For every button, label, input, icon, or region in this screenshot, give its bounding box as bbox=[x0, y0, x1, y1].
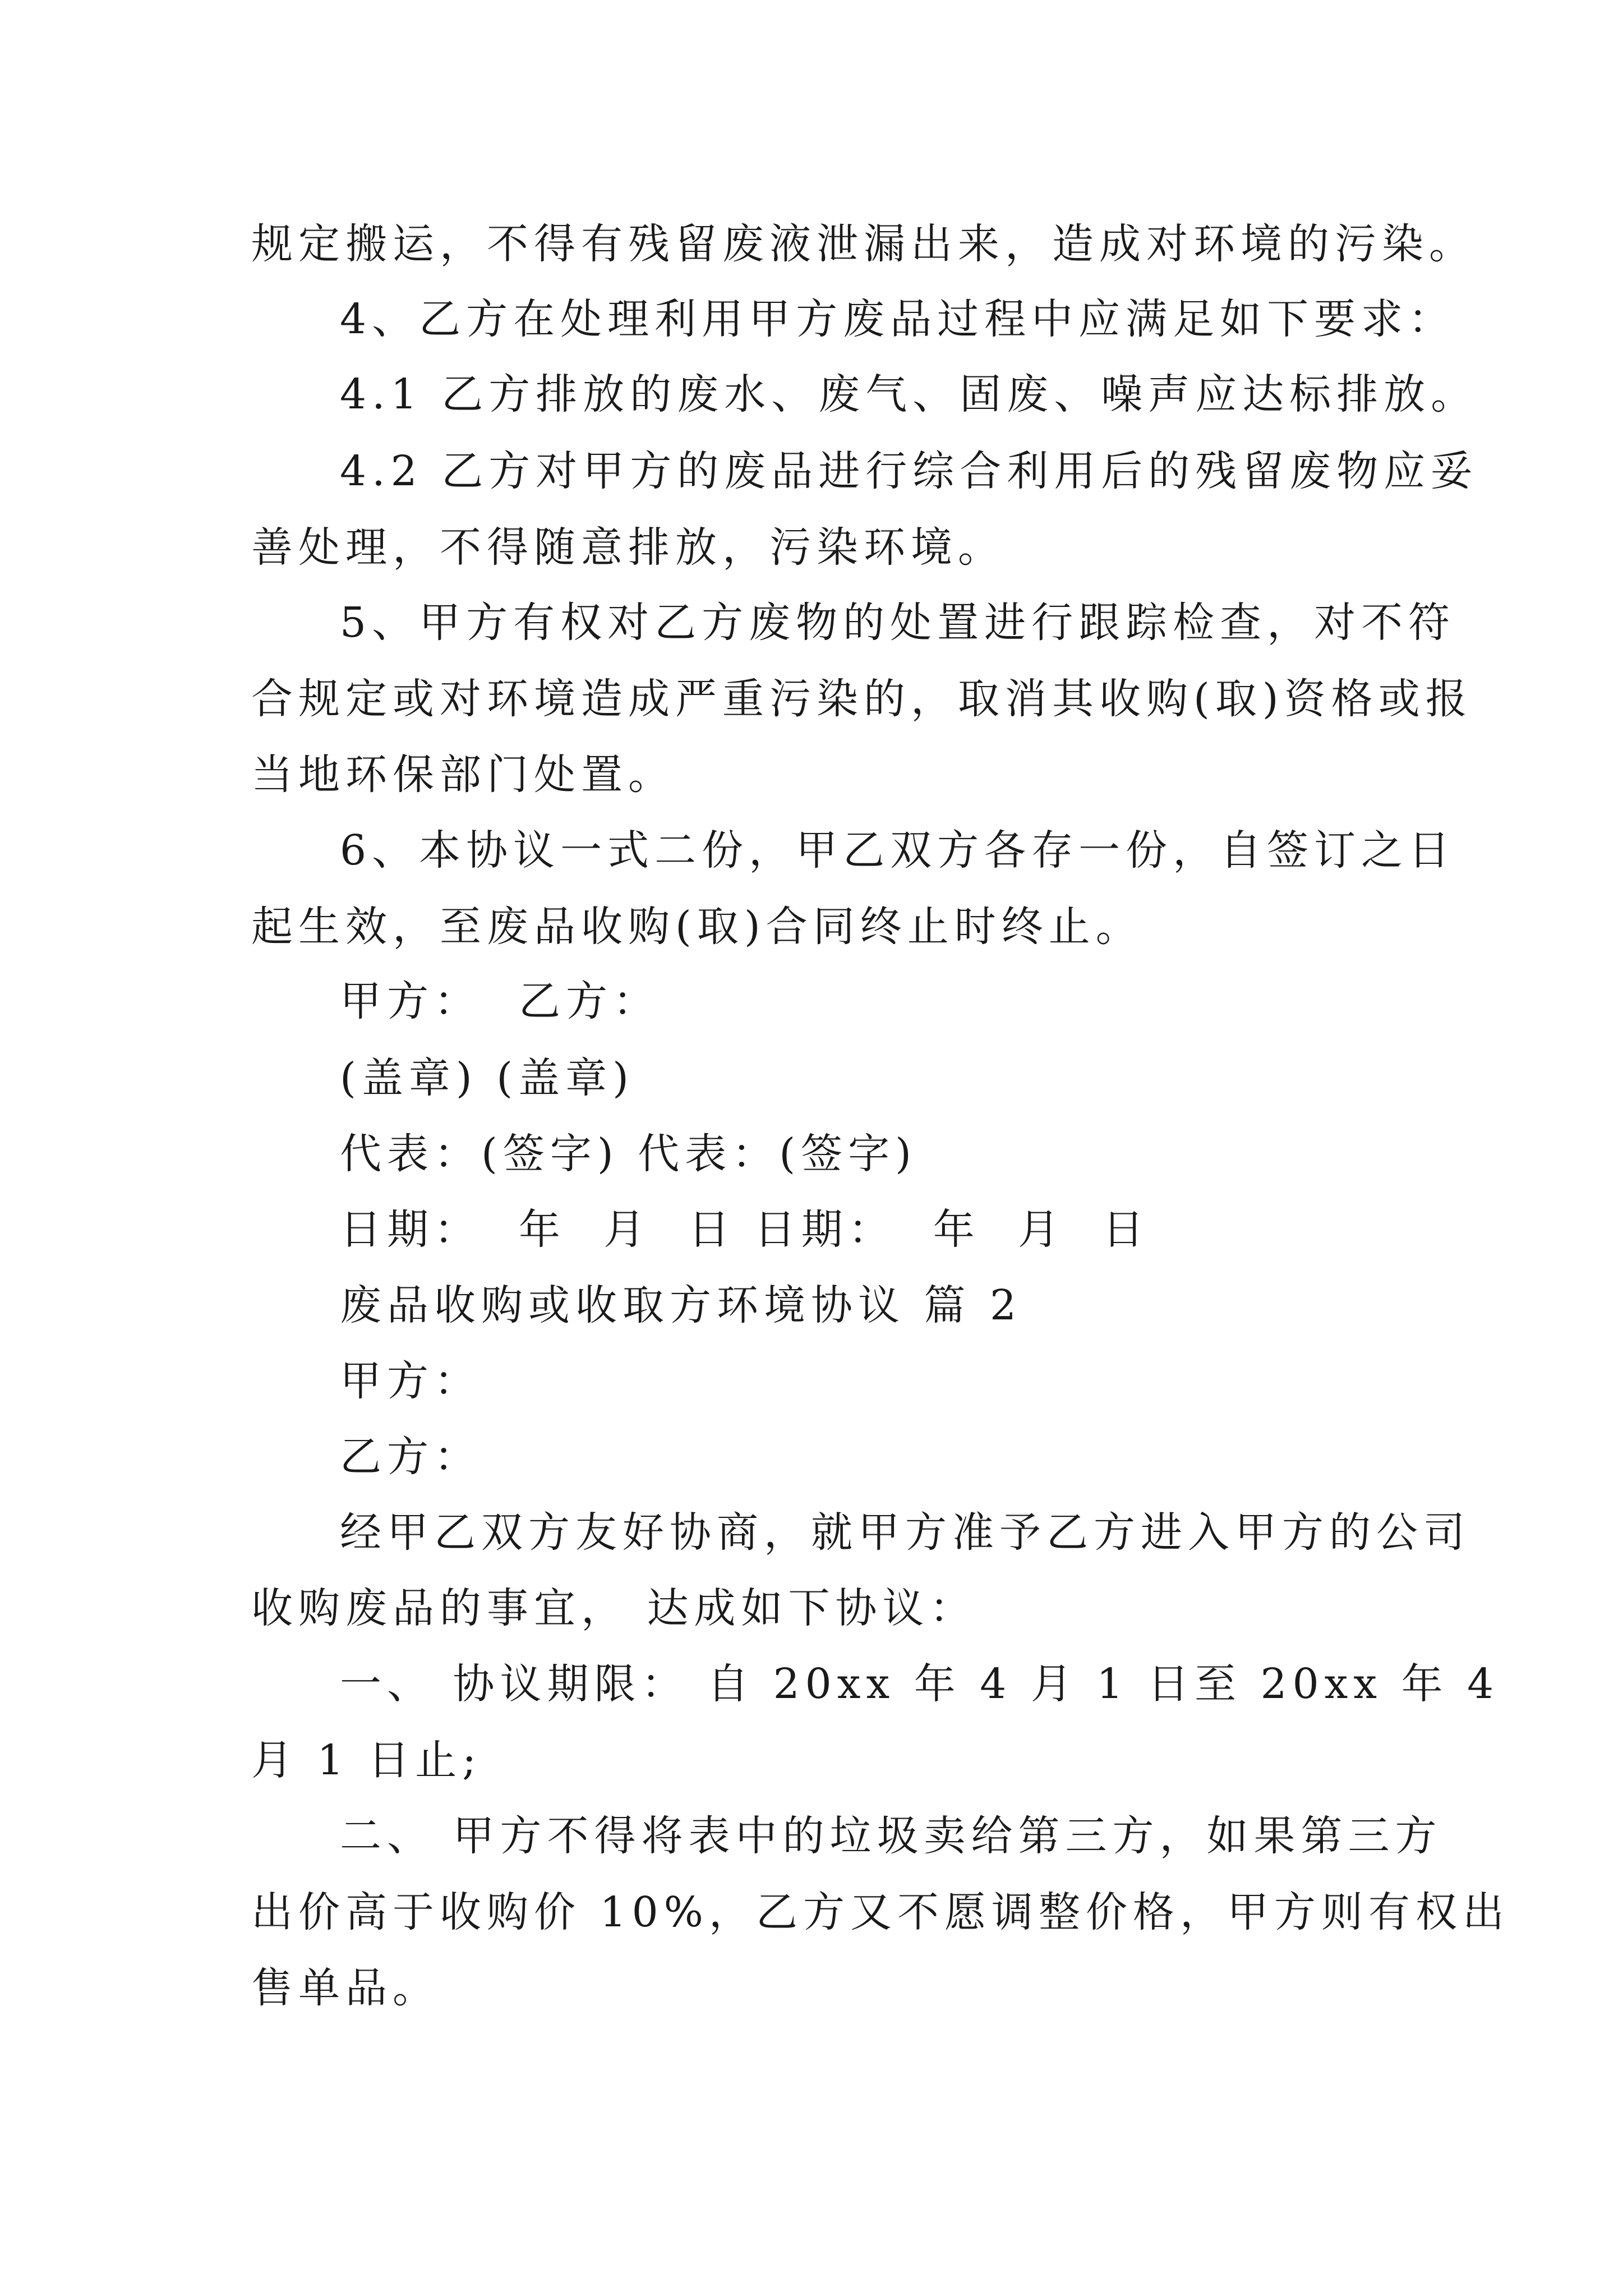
text-line-2: 4、乙方在处理利用甲方废品过程中应满足如下要求： bbox=[340, 295, 1456, 343]
text-line-9: 6、本协议一式二份，甲乙双方各存一份，自签订之日 bbox=[340, 826, 1456, 875]
text-line-10: 起生效，至废品收购(取)合同终止时终止。 bbox=[251, 903, 1143, 951]
text-line-8: 当地环保部门处置。 bbox=[251, 751, 675, 799]
text-line-1: 规定搬运，不得有残留废液泄漏出来，造成对环境的污染。 bbox=[251, 220, 1476, 268]
text-line-3: 4.1 乙方排放的废水、废气、固废、噪声应达标排放。 bbox=[340, 370, 1478, 418]
text-line-12: (盖章) (盖章) bbox=[340, 1054, 635, 1102]
text-line-5: 善处理，不得随意排放，污染环境。 bbox=[251, 523, 1005, 572]
text-line-20: 一、 协议期限： 自 20xx 年 4 月 1 日至 20xx 年 4 bbox=[340, 1660, 1500, 1708]
text-line-24: 售单品。 bbox=[251, 1964, 440, 2012]
text-line-18: 经甲乙双方友好协商，就甲方准予乙方进入甲方的公司 bbox=[340, 1508, 1470, 1557]
text-line-17: 乙方： bbox=[340, 1433, 481, 1481]
text-line-7: 合规定或对环境造成严重污染的，取消其收购(取)资格或报 bbox=[251, 675, 1473, 723]
text-line-21: 月 1 日止; bbox=[251, 1736, 482, 1784]
text-line-22: 二、 甲方不得将表中的垃圾卖给第三方，如果第三方 bbox=[340, 1812, 1442, 1860]
text-line-19: 收购废品的事宜， 达成如下协议： bbox=[251, 1584, 977, 1632]
text-line-11: 甲方： 乙方： bbox=[340, 977, 661, 1025]
text-line-4: 4.2 乙方对甲方的废品进行综合利用后的残留废物应妥 bbox=[340, 447, 1478, 495]
text-line-6: 5、甲方有权对乙方废物的处置进行跟踪检查，对不符 bbox=[340, 599, 1456, 647]
text-line-14: 日期： 年 月 日 日期： 年 月 日 bbox=[340, 1205, 1150, 1254]
text-line-13: 代表：(签字) 代表：(签字) bbox=[340, 1130, 917, 1178]
text-line-15: 废品收购或收取方环境协议 篇 2 bbox=[340, 1281, 1022, 1329]
text-line-23: 出价高于收购价 10%，乙方又不愿调整价格，甲方则有权出 bbox=[251, 1888, 1510, 1936]
text-line-16: 甲方： bbox=[340, 1357, 481, 1405]
